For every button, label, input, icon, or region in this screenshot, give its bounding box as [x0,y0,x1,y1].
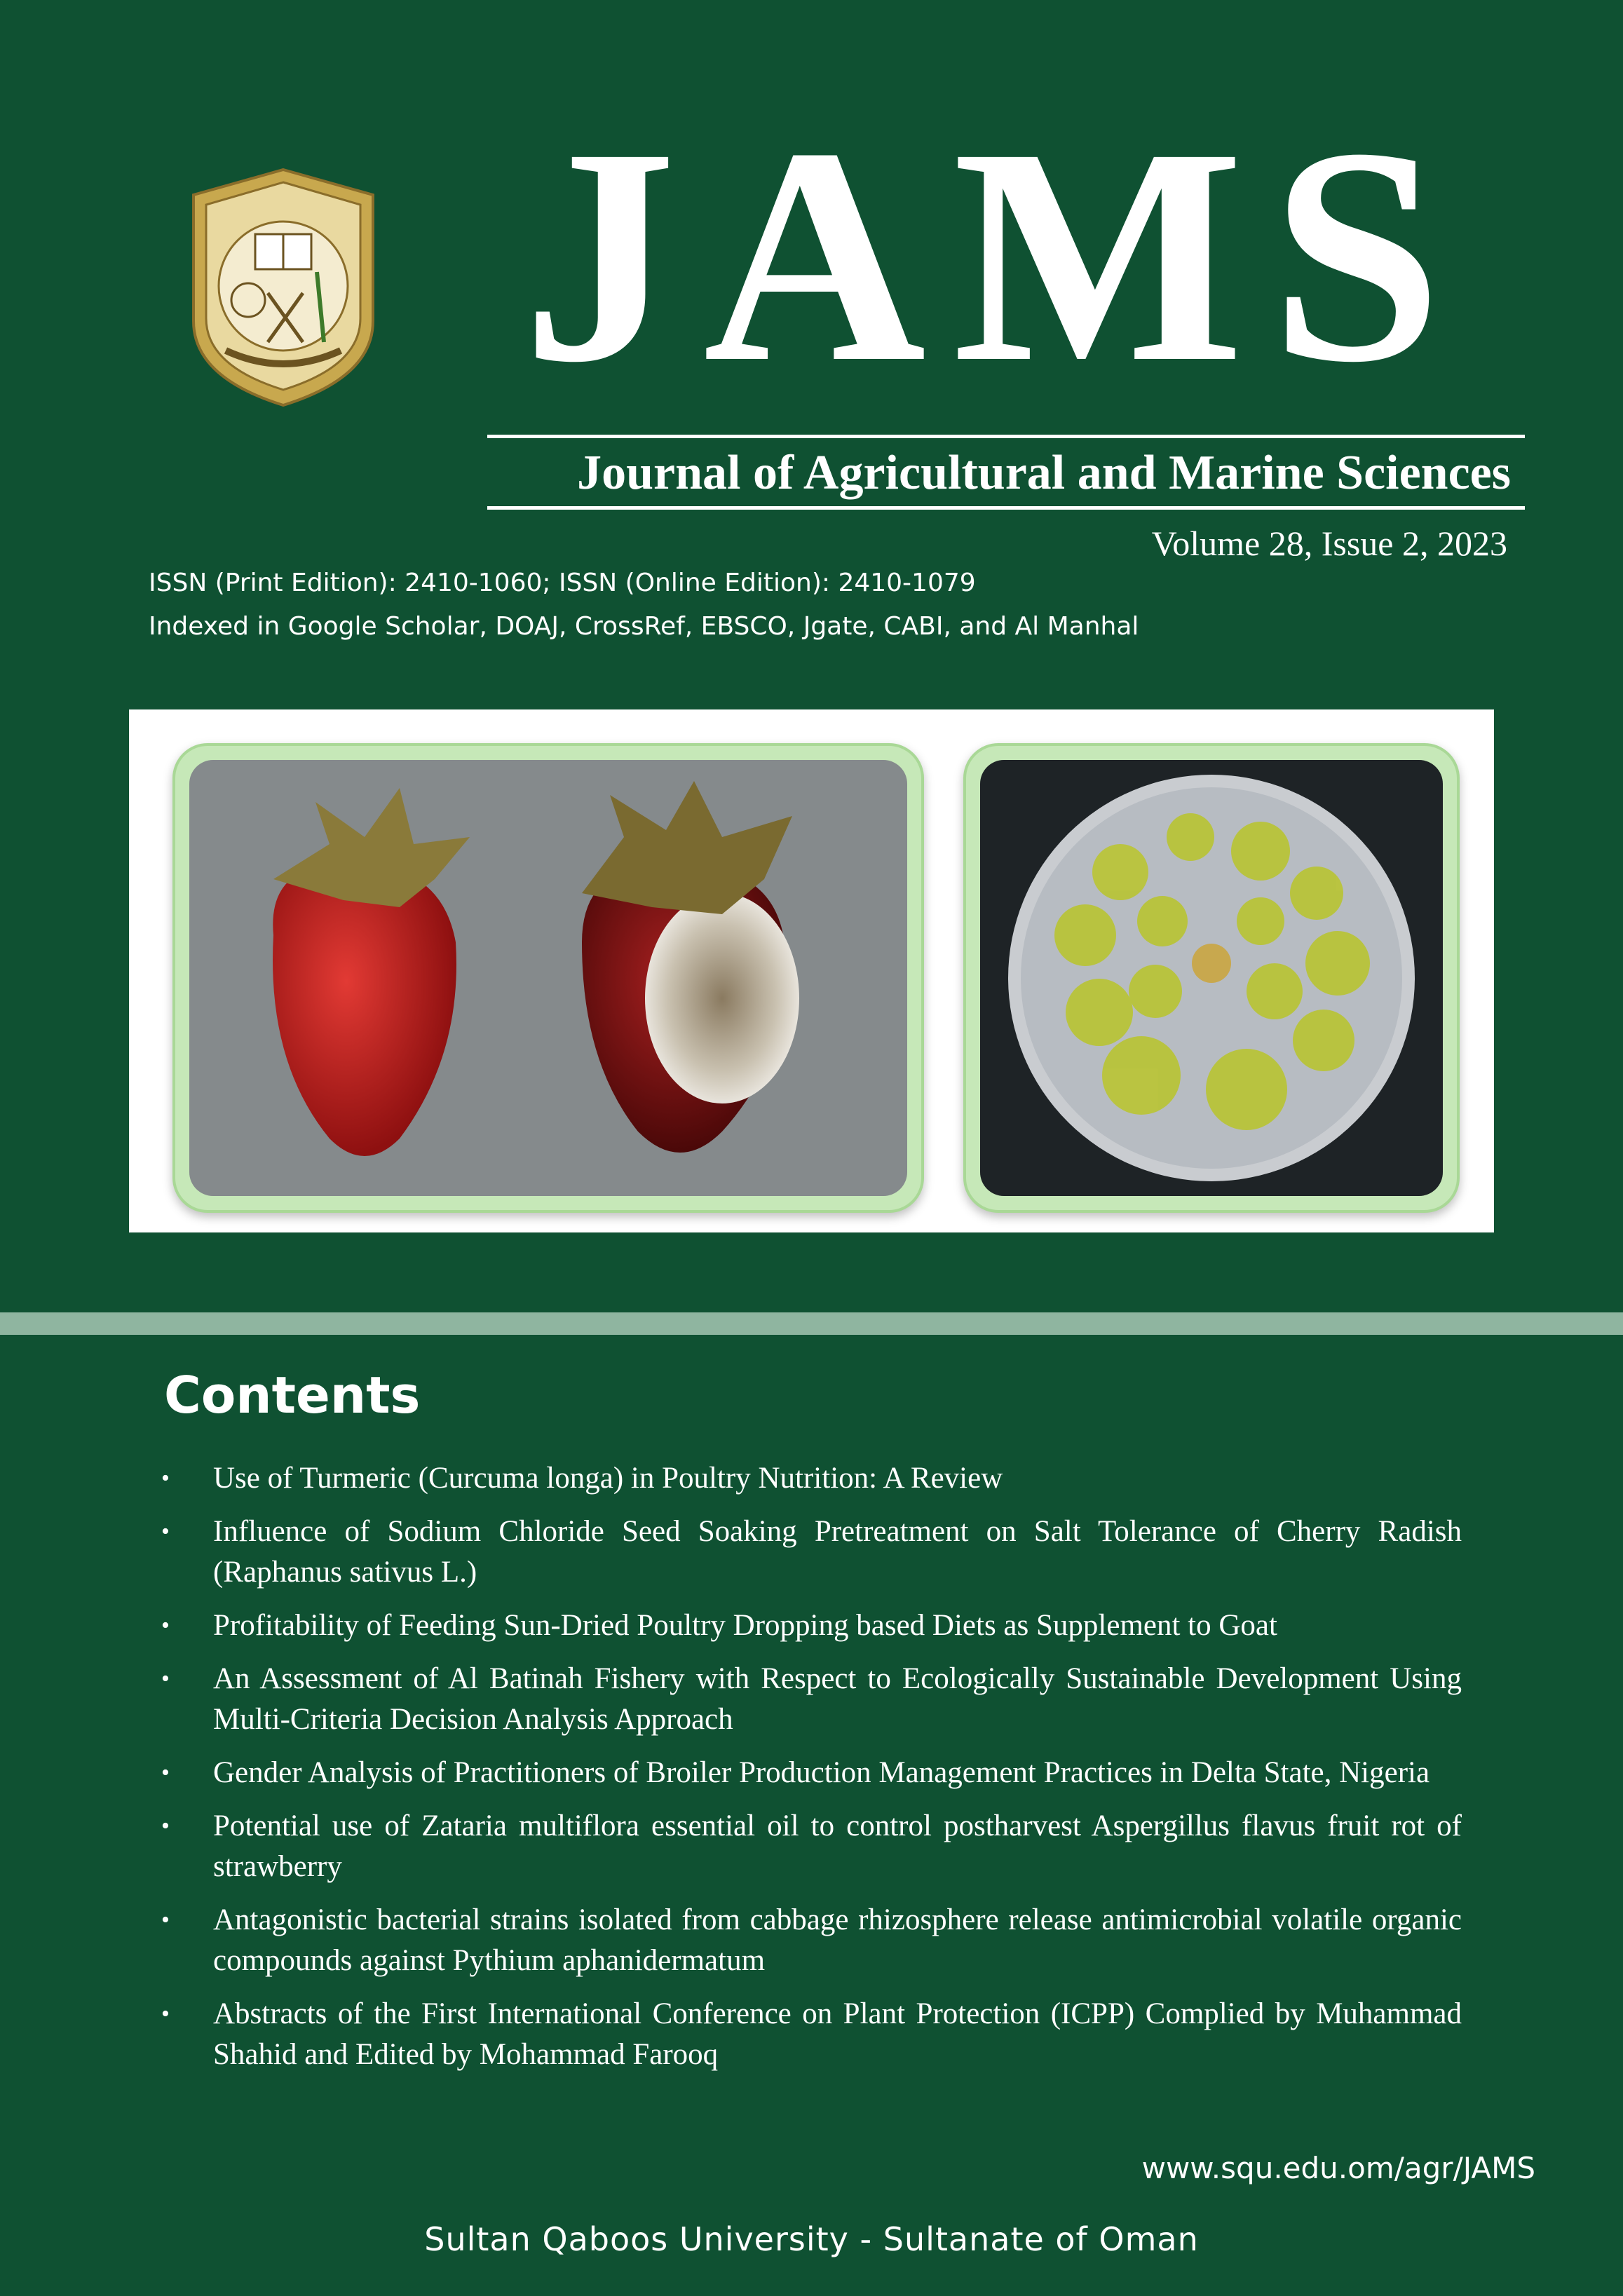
contents-heading: Contents [164,1366,421,1425]
list-item: • Abstracts of the First International Conference on Plant Protection (ICPP) Complied by Muhammad Shahid and Edited by Mohammad Farooq [161,1994,1462,2075]
indexed-line: Indexed in Google Scholar, DOAJ, CrossRef, EBSCO, Jgate, CABI, and Al Manhal [149,612,1139,641]
strawberry-photo [189,760,907,1196]
divider-band [0,1312,1623,1335]
publisher-line: Sultan Qaboos University - Sultanate of Oman [424,2220,1199,2258]
list-item: • Use of Turmeric (Curcuma longa) in Poultry Nutrition: A Review [161,1458,1462,1499]
issn-line: ISSN (Print Edition): 2410-1060; ISSN (Online Edition): 2410-1079 [149,569,976,597]
journal-name: Journal of Agricultural and Marine Sciences [577,446,1511,500]
website-link[interactable]: www.squ.edu.om/agr/JAMS [1141,2151,1535,2185]
volume-issue: Volume 28, Issue 2, 2023 [1151,524,1507,563]
university-seal-icon [184,167,383,408]
contents-list [161,1458,1462,2088]
bottom-rule [487,506,1525,510]
list-item: • An Assessment of Al Batinah Fishery with Respect to Ecologically Sustainable Development Using Multi-Criteria Decision Analysis Approach [161,1659,1462,1740]
cover-photo-panel [129,709,1494,1232]
masthead-title: JAMS [522,85,1469,426]
strawberry-photo-frame [172,743,924,1213]
petri-dish-photo [980,760,1443,1196]
list-item: • Potential use of Zataria multiflora essential oil to control postharvest Aspergillus flavus fruit rot of strawberry [161,1806,1462,1887]
petri-dish-photo-frame [963,743,1460,1213]
list-item: • Gender Analysis of Practitioners of Broiler Production Management Practices in Delta State, Nigeria [161,1753,1462,1793]
list-item: • Profitability of Feeding Sun-Dried Poultry Dropping based Diets as Supplement to Goat [161,1605,1462,1646]
list-item: • Antagonistic bacterial strains isolated from cabbage rhizosphere release antimicrobial volatile organic compounds against Pythium aphanidermatum [161,1900,1462,1981]
list-item: • Influence of Sodium Chloride Seed Soaking Pretreatment on Salt Tolerance of Cherry Radish (Raphanus sativus L.) [161,1512,1462,1593]
